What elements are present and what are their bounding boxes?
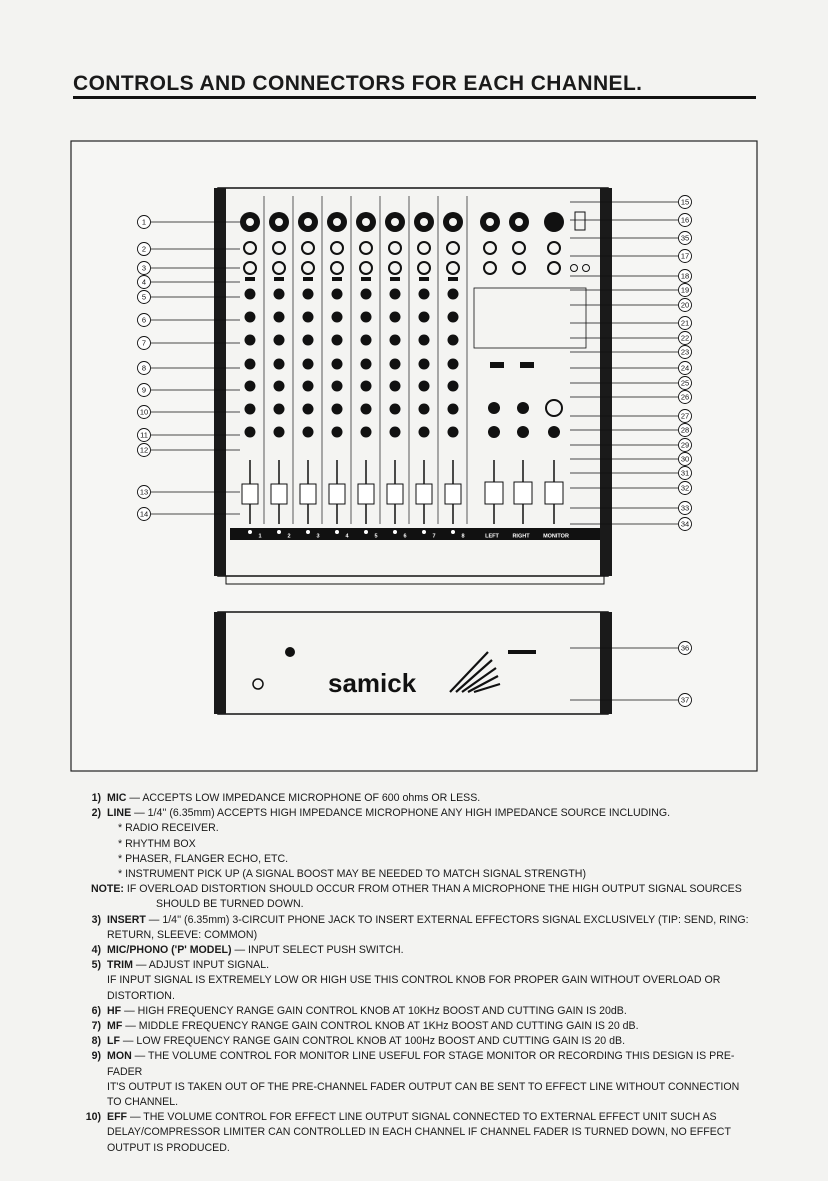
item-continuation: TO CHANNEL. [107, 1096, 179, 1109]
fader-cap [242, 484, 258, 504]
callout-number: 29 [680, 440, 690, 450]
title-rule [73, 96, 756, 99]
rotary-knob [361, 289, 372, 300]
callout-number: 31 [680, 468, 690, 478]
callout-number: 2 [141, 244, 147, 254]
rotary-knob [332, 404, 343, 415]
list-item [76, 1049, 762, 1079]
callout-number: 19 [680, 285, 690, 295]
master-fader-cap [545, 482, 563, 504]
rotary-knob [245, 427, 256, 438]
item-continuation: RETURN, SLEEVE: COMMON) [107, 928, 258, 941]
rotary-knob [419, 427, 430, 438]
note-label: NOTE: [91, 883, 124, 896]
rotary-knob [361, 381, 372, 392]
channel-label: 3 [316, 533, 320, 540]
mic-phono-switch [274, 277, 284, 281]
list-item [76, 943, 762, 958]
rear-panel [214, 612, 612, 714]
callout-number: 23 [680, 347, 690, 357]
channel-dot [277, 530, 281, 534]
rotary-knob [419, 404, 430, 415]
item-text: — ADJUST INPUT SIGNAL. [132, 959, 270, 972]
channel-dot [422, 530, 426, 534]
channel-label: 4 [345, 533, 349, 540]
callout-number: 24 [680, 363, 690, 373]
list-item [76, 958, 762, 973]
mic-phono-switch [332, 277, 342, 281]
rotary-knob [419, 359, 430, 370]
item-text: — HIGH FREQUENCY RANGE GAIN CONTROL KNOB AT 10KHz BOOST AND CUTTING GAIN IS 20dB. [121, 1004, 627, 1017]
item-text: — THE VOLUME CONTROL FOR MONITOR LINE USEFUL FOR STAGE MONITOR OR RECORDING THIS DESIGN IS PRE-FADER [107, 1050, 735, 1078]
item-number: 9) [91, 1050, 101, 1063]
item-text: — 1/4'' (6.35mm) 3-CIRCUIT PHONE JACK TO INSERT EXTERNAL EFFECTORS SIGNAL EXCLUSIVELY (TIP: SEND, RING: [145, 913, 749, 926]
master-xlr-center [486, 218, 494, 226]
callout-number: 22 [680, 333, 690, 343]
item-continuation: DELAY/COMPRESSOR LIMITER CAN CONTROLLED IN EACH CHANNEL IF CHANNEL FADER IS TURNED DOWN, NO EFFECT [107, 1126, 731, 1139]
line-source: * RHYTHM BOX [118, 837, 196, 850]
mic-phono-switch [448, 277, 458, 281]
fader-cap [358, 484, 374, 504]
channel-label: LEFT [485, 533, 499, 540]
list-item [76, 913, 762, 928]
description-list [76, 791, 762, 1156]
channel-label: MONITOR [543, 533, 569, 540]
item-number: 6) [91, 1004, 101, 1017]
item-term: HF [107, 1004, 122, 1017]
master-knob [517, 402, 529, 414]
rotary-knob [303, 359, 314, 370]
rotary-knob [332, 335, 343, 346]
rotary-knob [390, 289, 401, 300]
rotary-knob [361, 404, 372, 415]
callout-number: 8 [141, 363, 147, 373]
rotary-knob [419, 289, 430, 300]
left-end-cap [214, 188, 226, 576]
rotary-knob [303, 381, 314, 392]
rotary-knob [245, 335, 256, 346]
callout-number: 13 [139, 487, 149, 497]
rotary-knob [274, 427, 285, 438]
channel-dot [393, 530, 397, 534]
callout-number: 35 [680, 233, 690, 243]
rotary-knob [361, 427, 372, 438]
callout-number: 17 [680, 251, 690, 261]
channel-dot [248, 530, 252, 534]
master-knob [488, 426, 500, 438]
item-term: MF [107, 1020, 123, 1033]
rotary-knob [332, 289, 343, 300]
list-item [76, 1019, 762, 1034]
item-continuation: DISTORTION. [107, 989, 175, 1002]
callout-number: 18 [680, 271, 690, 281]
rotary-knob [245, 381, 256, 392]
master-knob [488, 402, 500, 414]
rotary-knob [245, 312, 256, 323]
fader-cap [416, 484, 432, 504]
item-number: 10) [85, 1111, 101, 1124]
note [76, 882, 762, 897]
callout-number: 36 [680, 643, 690, 653]
master-fader-cap [485, 482, 503, 504]
rotary-knob [303, 427, 314, 438]
item-term: LINE [107, 807, 132, 820]
page-title: CONTROLS AND CONNECTORS FOR EACH CHANNEL. [73, 72, 643, 95]
list-item [76, 1004, 762, 1019]
channel-label: 8 [461, 533, 465, 540]
xlr-jack-center [304, 218, 312, 226]
note-continuation: SHOULD BE TURNED DOWN. [156, 898, 304, 911]
rear-jack-icon [285, 647, 295, 657]
rotary-knob [361, 335, 372, 346]
list-item [76, 1110, 762, 1125]
xlr-jack-center [391, 218, 399, 226]
callout-number: 32 [680, 483, 690, 493]
rotary-knob [448, 335, 459, 346]
xlr-jack-center [275, 218, 283, 226]
brand-logo: samick [328, 668, 417, 698]
channel-dot [451, 530, 455, 534]
rotary-knob [390, 427, 401, 438]
item-continuation: OUTPUT IS PRODUCED. [107, 1141, 230, 1154]
callout-number: 7 [141, 338, 147, 348]
callout-number: 21 [680, 318, 690, 328]
master-xlr-center [515, 218, 523, 226]
rotary-knob [390, 359, 401, 370]
xlr-jack-center [246, 218, 254, 226]
rotary-knob [245, 359, 256, 370]
rotary-knob [361, 359, 372, 370]
rear-panel-body [218, 612, 608, 714]
rotary-knob [245, 289, 256, 300]
monitor-xlr-icon [544, 212, 564, 232]
item-text: — 1/4'' (6.35mm) ACCEPTS HIGH IMPEDANCE MICROPHONE ANY HIGH IMPEDANCE SOURCE INCLUDING. [131, 807, 671, 820]
callout-number: 12 [139, 445, 149, 455]
item-number: 8) [91, 1035, 101, 1048]
rotary-knob [448, 427, 459, 438]
fader-cap [300, 484, 316, 504]
rotary-knob [274, 312, 285, 323]
channel-dot [364, 530, 368, 534]
callout-number: 4 [141, 277, 147, 287]
callout-number: 1 [141, 217, 147, 227]
xlr-jack-center [333, 218, 341, 226]
mic-phono-switch [390, 277, 400, 281]
callout-number: 20 [680, 300, 690, 310]
callout-number: 34 [680, 519, 690, 529]
callout-number: 10 [139, 407, 149, 417]
channel-label: RIGHT [512, 533, 530, 540]
rotary-knob [419, 335, 430, 346]
list-item [76, 806, 762, 821]
callout-number: 27 [680, 411, 690, 421]
mixer-diagram [70, 140, 758, 772]
rotary-knob [303, 404, 314, 415]
master-knob [517, 426, 529, 438]
item-continuation: IF INPUT SIGNAL IS EXTREMELY LOW OR HIGH USE THIS CONTROL KNOB FOR PROPER GAIN WITHOUT OVERLOAD OR [107, 974, 721, 987]
item-number: 1) [91, 792, 101, 804]
rotary-knob [390, 312, 401, 323]
rotary-knob [332, 359, 343, 370]
rotary-knob [274, 381, 285, 392]
callout-number: 14 [139, 509, 149, 519]
line-source: * RADIO RECEIVER. [118, 822, 219, 835]
master-switch [490, 362, 504, 368]
rotary-knob [303, 289, 314, 300]
rotary-knob [245, 404, 256, 415]
callout-number: 5 [141, 292, 147, 302]
rotary-knob [332, 427, 343, 438]
callout-number: 9 [141, 385, 147, 395]
rotary-knob [332, 312, 343, 323]
fader-cap [445, 484, 461, 504]
rotary-knob [448, 312, 459, 323]
callout-number: 30 [680, 454, 690, 464]
note-text: IF OVERLOAD DISTORTION SHOULD OCCUR FROM OTHER THAN A MICROPHONE THE HIGH OUTPUT SIGNAL SOURCES [123, 883, 742, 896]
xlr-jack-center [362, 218, 370, 226]
item-continuation: IT'S OUTPUT IS TAKEN OUT OF THE PRE-CHANNEL FADER OUTPUT CAN BE SENT TO EFFECT LINE WITHOUT CONNECTION [107, 1080, 740, 1093]
item-text: — INPUT SELECT PUSH SWITCH. [231, 944, 404, 957]
master-fader-cap [514, 482, 532, 504]
mic-phono-switch [303, 277, 313, 281]
fader-cap [329, 484, 345, 504]
rotary-knob [390, 404, 401, 415]
rotary-knob [419, 312, 430, 323]
item-term: MIC/PHONO ('P' MODEL) [107, 944, 232, 957]
item-text: — THE VOLUME CONTROL FOR EFFECT LINE OUTPUT SIGNAL CONNECTED TO EXTERNAL EFFECT UNIT SUCH AS [127, 1111, 717, 1124]
rotary-knob [390, 335, 401, 346]
rear-left-cap [214, 612, 226, 714]
master-switch [520, 362, 534, 368]
channel-label: 6 [403, 533, 407, 540]
channel-label: 7 [432, 533, 436, 540]
item-number: 4) [91, 944, 101, 957]
rotary-knob [274, 359, 285, 370]
item-number: 3) [91, 913, 101, 926]
list-item [76, 791, 762, 806]
line-source: * PHASER, FLANGER ECHO, ETC. [118, 852, 289, 865]
serial-label [508, 650, 536, 654]
item-term: TRIM [107, 959, 133, 972]
rotary-knob [448, 381, 459, 392]
mic-phono-switch [245, 277, 255, 281]
item-text: — ACCEPTS LOW IMPEDANCE MICROPHONE OF 600 ohms OR LESS. [126, 792, 481, 804]
item-term: LF [107, 1035, 120, 1048]
mic-phono-switch [361, 277, 371, 281]
callout-number: 16 [680, 215, 690, 225]
channel-label: 1 [258, 533, 262, 540]
rotary-knob [361, 312, 372, 323]
callout-number: 25 [680, 378, 690, 388]
rotary-knob [303, 335, 314, 346]
channel-dot [306, 530, 310, 534]
channel-label: 2 [287, 533, 291, 540]
item-text: — LOW FREQUENCY RANGE GAIN CONTROL KNOB AT 100Hz BOOST AND CUTTING GAIN IS 20 dB. [119, 1035, 626, 1048]
rotary-knob [448, 359, 459, 370]
rotary-knob [448, 404, 459, 415]
xlr-jack-center [449, 218, 457, 226]
fader-cap [271, 484, 287, 504]
callout-number: 28 [680, 425, 690, 435]
rotary-knob [419, 381, 430, 392]
monitor-knob [548, 426, 560, 438]
callout-number: 6 [141, 315, 147, 325]
item-number: 2) [91, 807, 101, 820]
item-term: MON [107, 1050, 132, 1063]
right-end-cap [600, 188, 612, 576]
fader-cap [387, 484, 403, 504]
item-term: INSERT [107, 913, 146, 926]
callout-number: 37 [680, 695, 690, 705]
rotary-knob [332, 381, 343, 392]
xlr-jack-center [420, 218, 428, 226]
item-text: — MIDDLE FREQUENCY RANGE GAIN CONTROL KNOB AT 1KHz BOOST AND CUTTING GAIN IS 20 dB. [122, 1020, 639, 1033]
line-source: * INSTRUMENT PICK UP (A SIGNAL BOOST MAY BE NEEDED TO MATCH SIGNAL STRENGTH) [118, 868, 586, 881]
callout-number: 3 [141, 263, 147, 273]
list-item [76, 1034, 762, 1049]
item-number: 5) [91, 959, 101, 972]
callout-number: 33 [680, 503, 690, 513]
rear-right-cap [600, 612, 612, 714]
rotary-knob [274, 404, 285, 415]
item-term: MIC [107, 792, 127, 804]
callout-number: 15 [680, 197, 690, 207]
rotary-knob [448, 289, 459, 300]
mic-phono-switch [419, 277, 429, 281]
item-term: EFF [107, 1111, 128, 1124]
channel-dot [335, 530, 339, 534]
rotary-knob [274, 335, 285, 346]
channel-label: 5 [374, 533, 378, 540]
item-number: 7) [91, 1020, 101, 1033]
rotary-knob [303, 312, 314, 323]
rotary-knob [274, 289, 285, 300]
callout-number: 26 [680, 392, 690, 402]
rotary-knob [390, 381, 401, 392]
callout-number: 11 [140, 430, 148, 440]
